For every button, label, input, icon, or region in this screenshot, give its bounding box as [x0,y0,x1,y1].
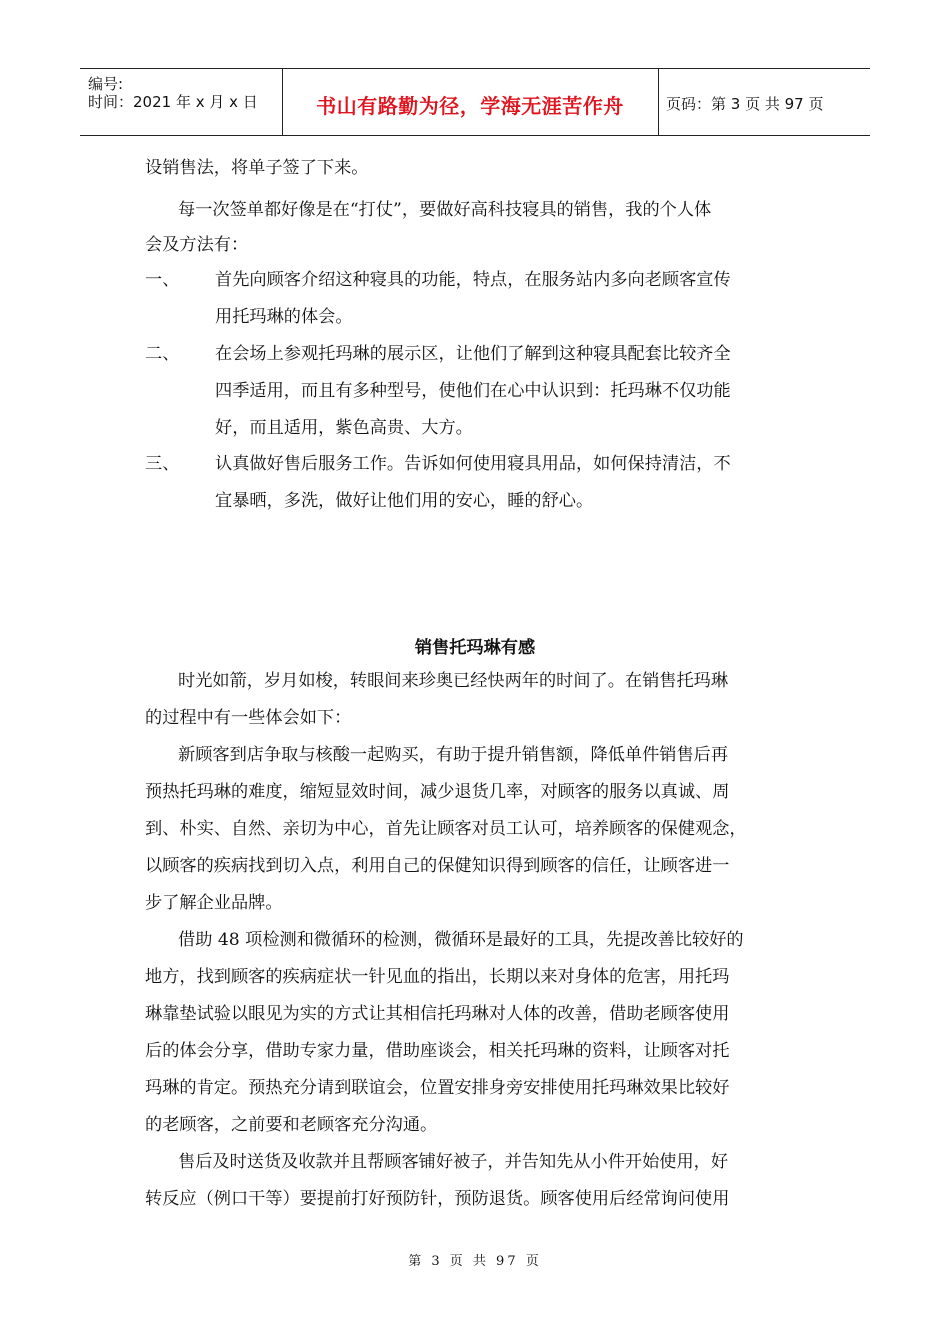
header-meta-cell [80,69,283,135]
paragraph-line: 每一次签单都好像是在“打仗”，要做好高科技寝具的销售，我的个人体 [178,200,712,220]
paragraph-line: 后的体会分享，借助专家力量，借助座谈会，相关托玛琳的资料，让顾客对托 [145,1041,730,1061]
paragraph-line: 琳靠垫试验以眼见为实的方式让其相信托玛琳对人体的改善，借助老顾客使用 [145,1004,730,1024]
paragraph-line: 以顾客的疾病找到切入点，利用自己的保健知识得到顾客的信任，让顾客进一 [145,856,730,876]
paragraph-line: 时光如箭，岁月如梭，转眼间来珍奥已经快两年的时间了。在销售托玛琳 [178,671,729,691]
list-item-number: 三、 [145,454,180,474]
list-item-line: 好，而且适用，紫色高贵、大方。 [215,418,473,438]
document-date-label: 时间：2021 年 x 月 x 日 [88,93,258,111]
document-number-label: 编号: [88,75,124,93]
list-item-number: 二、 [145,344,180,364]
list-item-number: 一、 [145,270,180,290]
paragraph-line: 售后及时送货及收款并且帮顾客铺好被子，并告知先从小件开始使用，好 [178,1152,729,1172]
paragraph-line: 会及方法有： [145,235,249,255]
paragraph-line: 设销售法，将单子签了下来。 [145,158,369,178]
list-item-line: 在会场上参观托玛琳的展示区，让他们了解到这种寝具配套比较齐全 [215,344,731,364]
list-item-line: 四季适用，而且有多种型号，使他们在心中认识到：托玛琳不仅功能 [215,381,731,401]
section-title: 销售托玛琳有感 [414,638,536,658]
paragraph-line: 玛琳的肯定。预热充分请到联谊会，位置安排身旁安排使用托玛琳效果比较好 [145,1078,730,1098]
header-page-label: 页码：第 3 页 共 97 页 [666,95,824,113]
list-item-line: 认真做好售后服务工作。告诉如何使用寝具用品，如何保持清洁，不 [215,454,731,474]
paragraph-line: 新顾客到店争取与核酸一起购买，有助于提升销售额，降低单件销售后再 [178,745,729,765]
list-item-line: 宜暴晒，多洗，做好让他们用的安心，睡的舒心。 [215,491,594,511]
page-footer: 第 3 页 共 97 页 [408,1254,542,1269]
header-motto-cell [282,69,659,135]
list-item-line: 用托玛琳的体会。 [215,307,353,327]
paragraph-line: 预热托玛琳的难度，缩短显效时间，减少退货几率，对顾客的服务以真诚、周 [145,782,730,802]
paragraph-line: 地方，找到顾客的疾病症状一针见血的指出，长期以来对身体的危害，用托玛 [145,967,730,987]
document-header [80,68,870,136]
paragraph-line: 到、朴实、自然、亲切为中心，首先让顾客对员工认可，培养顾客的保健观念， [145,819,747,839]
paragraph-line: 的过程中有一些体会如下： [145,708,352,728]
paragraph-line: 步了解企业品牌。 [145,893,283,913]
header-page-cell [658,69,870,135]
paragraph-line: 的老顾客，之前要和老顾客充分沟通。 [145,1115,438,1135]
paragraph-line: 转反应（例口干等）要提前打好预防针，预防退货。顾客使用后经常询问使用 [145,1189,730,1209]
list-item-line: 首先向顾客介绍这种寝具的功能，特点，在服务站内多向老顾客宣传 [215,270,731,290]
header-motto: 书山有路勤为径，学海无涯苦作舟 [316,94,624,118]
paragraph-line: 借助 48 项检测和微循环的检测，微循环是最好的工具，先提改善比较好的 [178,930,744,950]
